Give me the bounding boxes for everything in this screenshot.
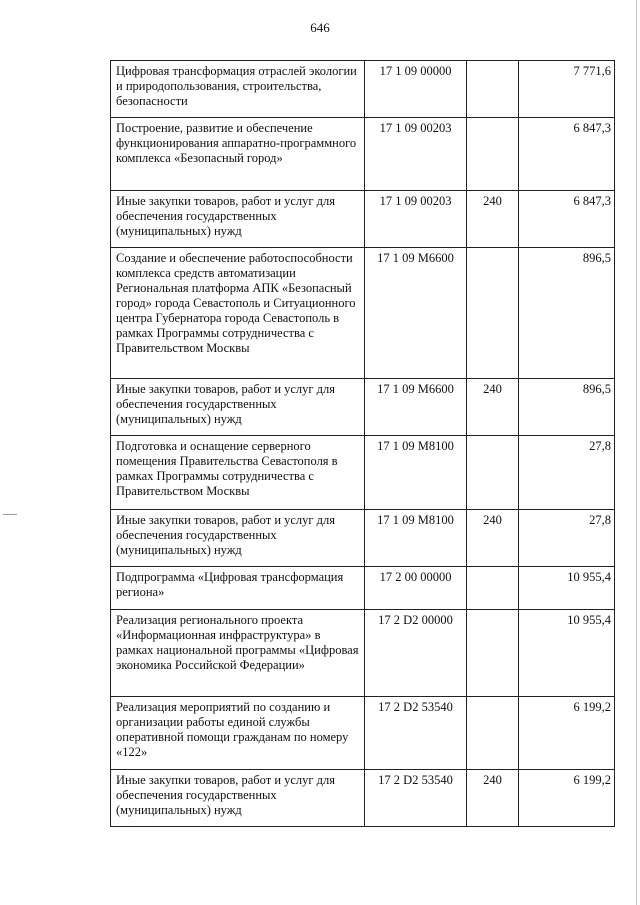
row-expense-type	[467, 61, 519, 118]
row-name: Иные закупки товаров, работ и услуг для обеспечения государственных (муниципальных) нужд	[111, 379, 365, 436]
row-name: Построение, развитие и обеспечение функционирования аппаратно-программного комплекса «Безопасный город»	[111, 118, 365, 191]
row-sum: 6 199,2	[519, 770, 615, 827]
row-code: 17 2 D2 53540	[365, 697, 467, 770]
row-expense-type	[467, 697, 519, 770]
row-code: 17 1 09 00203	[365, 118, 467, 191]
row-code: 17 1 09 00203	[365, 191, 467, 248]
row-expense-type: 240	[467, 510, 519, 567]
row-expense-type	[467, 436, 519, 510]
row-expense-type: 240	[467, 770, 519, 827]
row-name: Реализация мероприятий по созданию и организации работы единой службы оперативной помощи гражданам по номеру «122»	[111, 697, 365, 770]
row-sum: 7 771,6	[519, 61, 615, 118]
row-name: Подпрограмма «Цифровая трансформация региона»	[111, 567, 365, 610]
row-name: Иные закупки товаров, работ и услуг для обеспечения государственных (муниципальных) нужд	[111, 191, 365, 248]
row-name: Реализация регионального проекта «Информационная инфраструктура» в рамках национальной программы «Цифровая экономика Российской Федерации»	[111, 610, 365, 697]
row-code: 17 1 09 М6600	[365, 248, 467, 379]
row-sum: 10 955,4	[519, 610, 615, 697]
table-row	[111, 61, 615, 118]
page-number: 646	[310, 20, 330, 35]
row-expense-type	[467, 567, 519, 610]
row-name: Иные закупки товаров, работ и услуг для обеспечения государственных (муниципальных) нужд	[111, 770, 365, 827]
table-row	[111, 118, 615, 191]
table-row	[111, 697, 615, 770]
row-code: 17 1 09 М8100	[365, 436, 467, 510]
row-sum: 10 955,4	[519, 567, 615, 610]
row-name: Цифровая трансформация отраслей экологии и природопользования, строительства, безопасности	[111, 61, 365, 118]
row-name: Создание и обеспечение работоспособности комплекса средств автоматизации Региональная платформа АПК «Безопасный город» города Севастополь и Ситуационного центра Губернатора города Севастополь в рамках Программы сотрудничества с Правительством Москвы	[111, 248, 365, 379]
table-row	[111, 770, 615, 827]
scan-edge	[636, 0, 637, 905]
row-expense-type	[467, 610, 519, 697]
row-code: 17 2 D2 00000	[365, 610, 467, 697]
budget-table	[110, 60, 615, 827]
row-expense-type: 240	[467, 191, 519, 248]
row-sum: 896,5	[519, 379, 615, 436]
row-code: 17 1 09 М8100	[365, 510, 467, 567]
table-row	[111, 248, 615, 379]
row-sum: 27,8	[519, 510, 615, 567]
row-sum: 6 847,3	[519, 191, 615, 248]
row-expense-type: 240	[467, 379, 519, 436]
row-expense-type	[467, 118, 519, 191]
row-code: 17 1 09 00000	[365, 61, 467, 118]
row-sum: 896,5	[519, 248, 615, 379]
table-row	[111, 610, 615, 697]
row-sum: 6 847,3	[519, 118, 615, 191]
row-sum: 6 199,2	[519, 697, 615, 770]
table-row	[111, 379, 615, 436]
table-row	[111, 510, 615, 567]
table-row	[111, 436, 615, 510]
budget-table-body	[111, 61, 615, 827]
row-code: 17 1 09 М6600	[365, 379, 467, 436]
row-name: Иные закупки товаров, работ и услуг для обеспечения государственных (муниципальных) нужд	[111, 510, 365, 567]
scan-mark	[3, 514, 17, 515]
row-sum: 27,8	[519, 436, 615, 510]
row-expense-type	[467, 248, 519, 379]
table-row	[111, 567, 615, 610]
table-row	[111, 191, 615, 248]
row-name: Подготовка и оснащение серверного помещения Правительства Севастополя в рамках Программы сотрудничества с Правительством Москвы	[111, 436, 365, 510]
row-code: 17 2 D2 53540	[365, 770, 467, 827]
row-code: 17 2 00 00000	[365, 567, 467, 610]
